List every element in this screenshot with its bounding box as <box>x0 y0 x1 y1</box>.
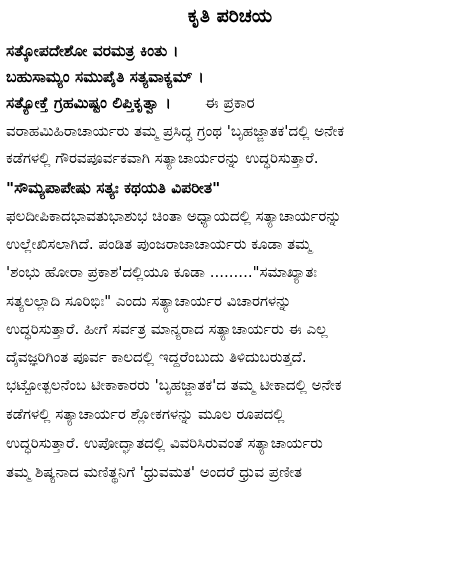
paragraph2-line-9: ಉದ್ಧರಿಸುತ್ತಾರೆ. ಉಪೋದ್ಘಾತದಲ್ಲಿ ವಿವರಿಸಿರುವಂತೆ ಸತ್ಯಾಚಾರ್ಯರು <box>6 434 323 452</box>
paragraph2-line-1: ಫಲದೀಪಿಕಾದಭಾವತುಭಾಶುಭ ಚಿಂತಾ ಅಧ್ಯಾಯದಲ್ಲಿ ಸತ್ಯಾಚಾರ್ಯರನ್ನು <box>6 207 342 225</box>
verse-line-3 <box>6 90 255 116</box>
page-title: ಕೃತಿ ಪರಿಚಯ <box>187 5 273 27</box>
quoted-verse: "ಸೌಮ್ಯಪಾಪೇಷು ಸತ್ಯಃ ಕಥಯತಿ ವಿಪರೀತ" <box>6 179 221 197</box>
paragraph2-line-2: ಉಲ್ಲೇಖಿಸಲಾಗಿದೆ. ಪಂಡಿತ ಪುಂಜರಾಜಾಚಾರ್ಯರು ಕೂಡಾ ತಮ್ಮ <box>6 235 312 253</box>
verse-line-3-text: ಸತ್ಯೋಕ್ತೆ ಗ್ರಹಮಿಷ್ಟಂ ಲಿಪ್ತಿಕೃತ್ವಾ । <box>6 94 172 112</box>
paragraph1-line-1: ವರಾಹಮಿಹಿರಾಚಾರ್ಯರು ತಮ್ಮ ಪ್ರಸಿದ್ಧ ಗ್ರಂಥ 'ಬೃಹಜ್ಜಾತಕ'ದಲ್ಲಿ ಅನೇಕ <box>6 122 345 140</box>
paragraph2-line-5: ಉದ್ಧರಿಸುತ್ತಾರೆ. ಹೀಗೆ ಸರ್ವತ್ರ ಮಾನ್ಯರಾದ ಸತ್ಯಾಚಾರ್ಯರು ಈ ಎಲ್ಲ <box>6 320 328 338</box>
paragraph2-line-4: ಸತ್ಯಲಲ್ಲಾದಿ ಸೂರಿಭಿಃ" ಎಂದು ಸತ್ಯಾಚಾರ್ಯರ ವಿಚಾರಗಳನ್ನು <box>6 292 292 310</box>
paragraph2-line-8: ಕಡೆಗಳಲ್ಲಿ ಸತ್ಯಾಚಾರ್ಯರ ಶ್ಲೋಕಗಳನ್ನು ಮೂಲ ರೂಪದಲ್ಲಿ <box>6 405 285 423</box>
paragraph2-line-6: ದೈವಜ್ಞರಿಗಿಂತ ಪೂರ್ವ ಕಾಲದಲ್ಲಿ ಇದ್ದರೆಂಬುದು ತಿಳಿದುಬರುತ್ತದೆ. <box>6 348 307 366</box>
paragraph2-line-10: ತಮ್ಮ ಶಿಷ್ಯನಾದ ಮಣಿತ್ಥನಿಗೆ 'ಧ್ರುವಮತ' ಅಂದರೆ ಧ್ರುವ ಪ್ರಣೀತ <box>6 463 302 481</box>
verse-trailing-text: ಈ ಪ್ರಕಾರ <box>205 94 255 112</box>
paragraph2-line-7: ಭಟ್ಟೋತ್ಪಲನೆಂಬ ಟೀಕಾಕಾರರು 'ಬೃಹಜ್ಜಾತಕ'ದ ತಮ್ಮ ಟೀಕಾದಲ್ಲಿ ಅನೇಕ <box>6 376 342 394</box>
paragraph1-line-2: ಕಡೆಗಳಲ್ಲಿ ಗೌರವಪೂರ್ವಕವಾಗಿ ಸತ್ಯಾಚಾರ್ಯರನ್ನು ಉದ್ಧರಿಸುತ್ತಾರೆ. <box>6 149 319 167</box>
verse-line-2: ಬಹುಸಾಮ್ಯಂ ಸಮುಪೈತಿ ಸತ್ಯವಾಕ್ಯಮ್ । <box>6 68 204 86</box>
verse-line-1: ಸತ್ಕೋಪದೇಶೋ ವರಮತ್ರ ಕಿಂತು । <box>6 42 179 60</box>
paragraph2-line-3: 'ಶಂಭು ಹೋರಾ ಪ್ರಕಾಶ'ದಲ್ಲಿಯೂ ಕೂಡಾ ........."ಸಮಾಖ್ಯಾತಃ <box>6 263 317 281</box>
